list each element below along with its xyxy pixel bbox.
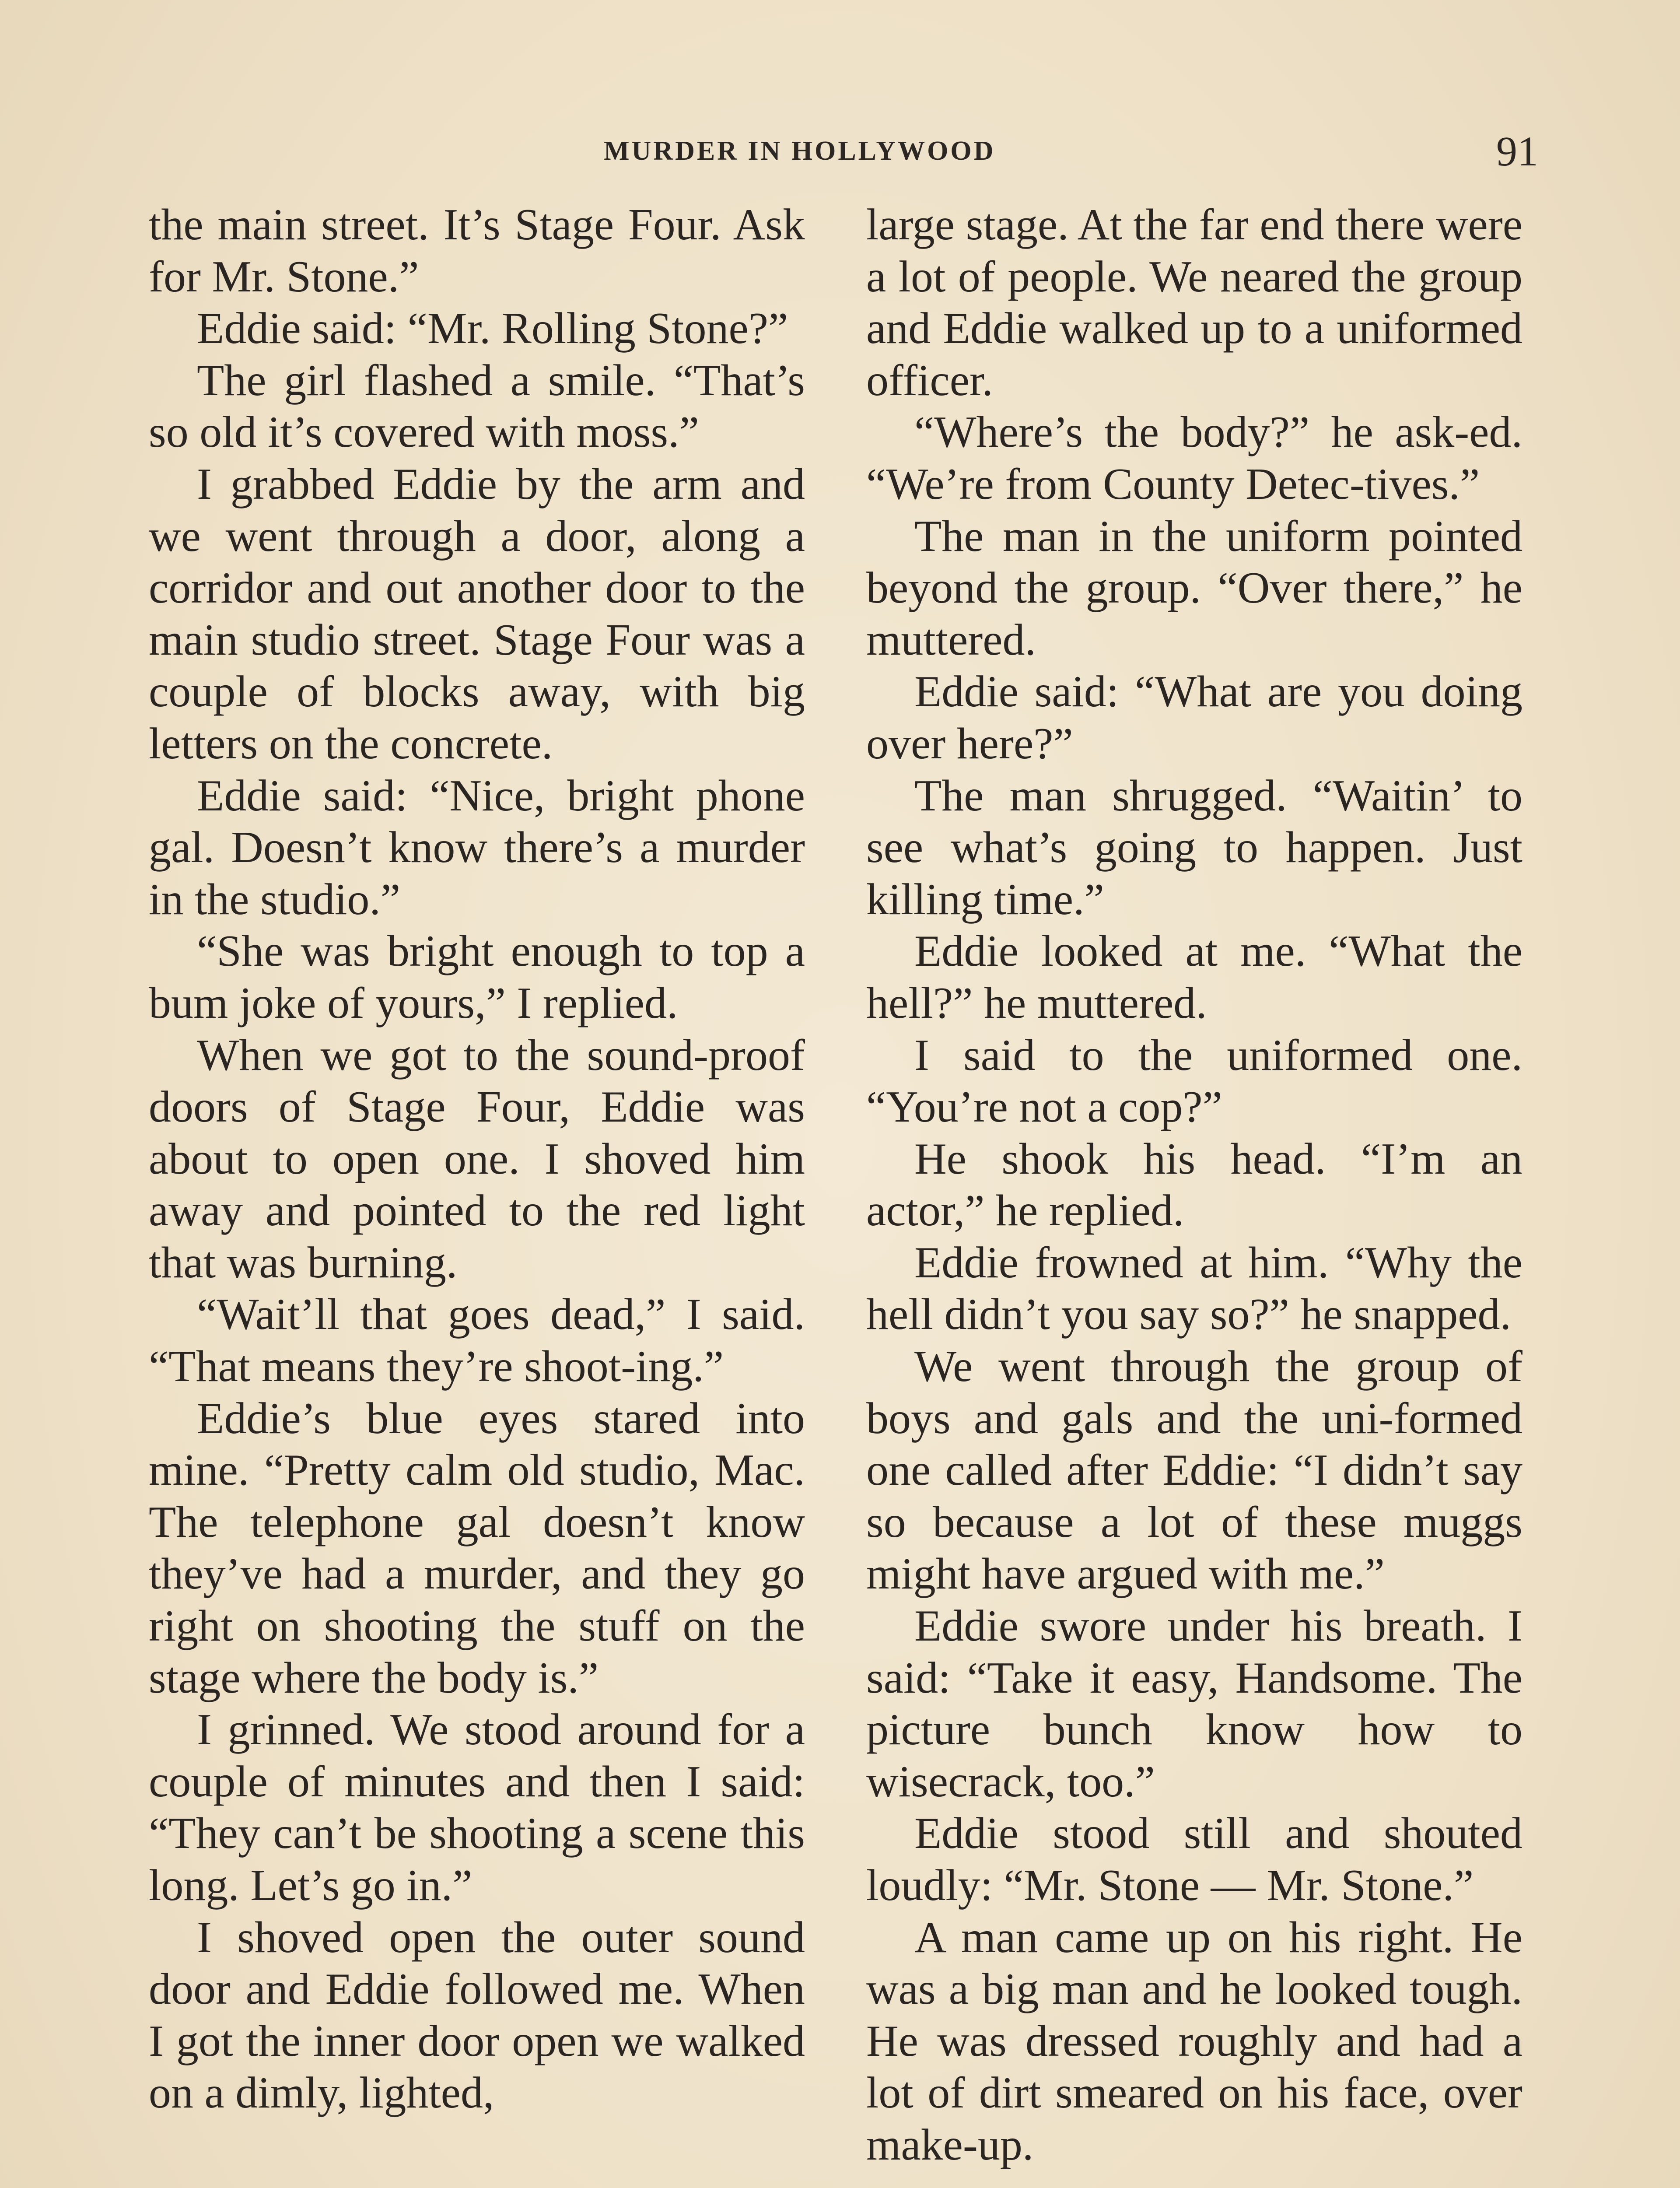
paragraph: “Wait’ll that goes dead,” I said. “That means they’re shoot-ing.”	[149, 1290, 805, 1392]
paragraph: I said to the uniformed one. “You’re not a cop?”	[866, 1030, 1522, 1132]
page-number: 91	[1496, 128, 1538, 175]
paragraph: Eddie swore under his breath. I said: “Take it easy, Handsome. The picture bunch know how to wisecrack, too.”	[866, 1601, 1522, 1806]
paragraph: A man came up on his right. He was a big man and he looked tough. He was dressed roughly and had a lot of dirt smeared on his face, over make-up.	[866, 1912, 1522, 2170]
paragraph: Eddie’s blue eyes stared into mine. “Pretty calm old studio, Mac. The telephone gal doesn’t know they’ve had a murder, and they go right on shooting the stuff on the stage where the body is.”	[149, 1393, 805, 1703]
paragraph: large stage. At the far end there were a lot of people. We neared the group and Eddie walked up to a uniformed officer.	[866, 200, 1522, 405]
paragraph: The man in the uniform pointed beyond the group. “Over there,” he muttered.	[866, 511, 1522, 665]
paragraph: Eddie looked at me. “What the hell?” he muttered.	[866, 926, 1522, 1028]
paragraph: the main street. It’s Stage Four. Ask for Mr. Stone.”	[149, 200, 805, 302]
left-column	[149, 199, 805, 2119]
paragraph: “She was bright enough to top a bum joke of yours,” I replied.	[149, 926, 805, 1028]
paragraph: Eddie said: “What are you doing over here?”	[866, 667, 1522, 768]
paragraph: He shook his head. “I’m an actor,” he replied.	[866, 1134, 1522, 1236]
paragraph: We went through the group of boys and gals and the uni-formed one called after Eddie: “I didn’t say so because a lot of these muggs might have argued with me.”	[866, 1342, 1522, 1599]
paragraph: The man shrugged. “Waitin’ to see what’s going to happen. Just killing time.”	[866, 771, 1522, 924]
paragraph: Eddie stood still and shouted loudly: “Mr. Stone — Mr. Stone.”	[866, 1809, 1522, 1910]
paragraph: Eddie said: “Nice, bright phone gal. Doesn’t know there’s a murder in the studio.”	[149, 771, 805, 924]
paragraph: Eddie said: “Mr. Rolling Stone?”	[197, 304, 788, 354]
right-column	[866, 199, 1522, 2171]
running-title: MURDER IN HOLLYWOOD	[604, 136, 996, 166]
paragraph: Eddie frowned at him. “Why the hell didn’t you say so?” he snapped.	[866, 1238, 1522, 1339]
paragraph: I grabbed Eddie by the arm and we went through a door, along a corridor and out another door to the main studio street. Stage Four was a couple of blocks away, with big letters on the concrete.	[149, 459, 805, 768]
paragraph: “Where’s the body?” he ask-ed. “We’re from County Detec-tives.”	[866, 407, 1522, 509]
paragraph: When we got to the sound-proof doors of Stage Four, Eddie was about to open one. I shoved him away and pointed to the red light that was burning.	[149, 1030, 805, 1287]
paragraph: The girl flashed a smile. “That’s so old it’s covered with moss.”	[149, 355, 805, 457]
paragraph: I shoved open the outer sound door and Eddie followed me. When I got the inner door open we walked on a dimly, lighted,	[149, 1912, 805, 2118]
paragraph: I grinned. We stood around for a couple of minutes and then I said: “They can’t be shooting a scene this long. Let’s go in.”	[149, 1705, 805, 1910]
